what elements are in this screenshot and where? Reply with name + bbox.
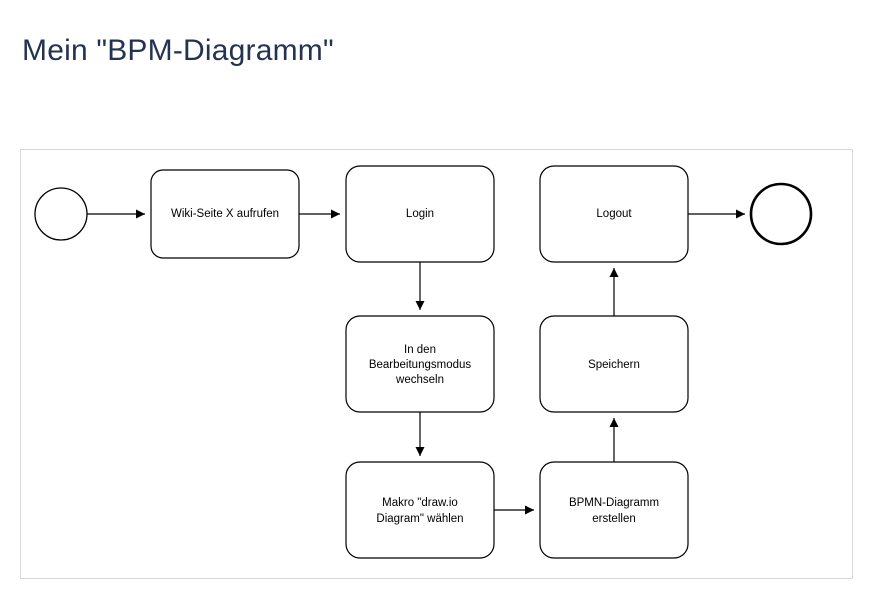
edge-login-to-bearbeitungsmodus xyxy=(416,262,425,310)
node-label-bearbeitungsmodus-line1: In den xyxy=(404,344,436,357)
node-start-event[interactable] xyxy=(35,188,87,240)
node-label-bearbeitungsmodus-line3: wechseln xyxy=(396,374,444,387)
node-bpmn-diagramm-erstellen[interactable] xyxy=(540,462,688,558)
edge-bpmn-erstellen-to-speichern xyxy=(610,418,619,462)
node-label-logout: Logout xyxy=(596,208,632,221)
node-label-bpmn-line2: erstellen xyxy=(592,513,636,526)
edge-speichern-to-logout xyxy=(610,268,619,316)
node-label-bearbeitungsmodus-line2: Bearbeitungsmodus xyxy=(368,359,472,372)
node-bearbeitungsmodus-wechseln[interactable] xyxy=(346,316,494,412)
diagram-canvas-frame xyxy=(20,149,853,579)
node-makro-drawio-waehlen[interactable] xyxy=(346,462,494,558)
node-end-event[interactable] xyxy=(751,184,811,244)
node-speichern[interactable] xyxy=(540,316,688,412)
edge-logout-to-end-event xyxy=(688,210,745,219)
node-wiki-seite-aufrufen[interactable] xyxy=(151,170,299,258)
node-label-speichern: Speichern xyxy=(588,359,640,372)
node-label-wiki-seite-aufrufen: Wiki-Seite X aufrufen xyxy=(170,208,280,221)
node-label-makro-line1: Makro "draw.io xyxy=(382,497,458,510)
flowchart-diagram xyxy=(21,150,852,578)
node-label-bpmn-line1: BPMN-Diagramm xyxy=(568,497,660,510)
page-title: Mein "BPM-Diagramm" xyxy=(22,34,334,68)
node-label-makro-line2: Diagram" wählen xyxy=(376,513,464,526)
edge-bearbeitungsmodus-to-makro xyxy=(416,412,425,456)
node-login[interactable] xyxy=(346,166,494,262)
edge-makro-to-bpmn-erstellen xyxy=(494,506,534,515)
node-logout[interactable] xyxy=(540,166,688,262)
edge-start-to-wiki-seite xyxy=(87,210,145,219)
node-label-login: Login xyxy=(405,208,435,221)
edge-wiki-seite-to-login xyxy=(299,210,340,219)
